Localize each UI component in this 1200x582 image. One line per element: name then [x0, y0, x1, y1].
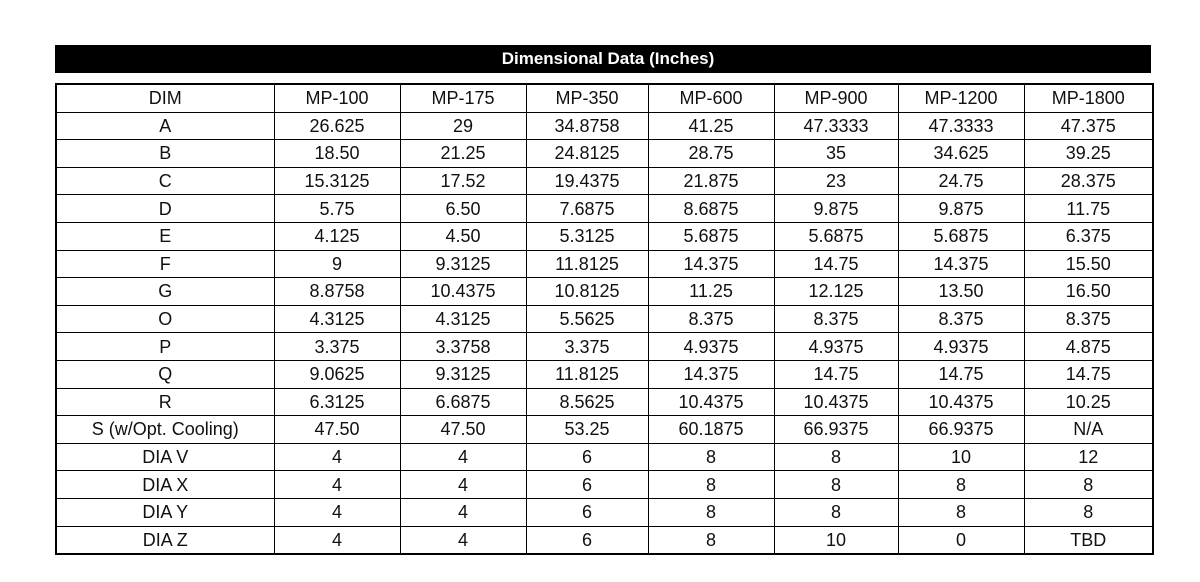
value-cell-mp-1200: 14.375: [898, 250, 1024, 278]
value-cell-mp-100: 5.75: [274, 195, 400, 223]
value-cell-mp-1800: N/A: [1024, 416, 1153, 444]
value-cell-mp-600: 11.25: [648, 278, 774, 306]
value-cell-mp-1200: 8: [898, 471, 1024, 499]
value-cell-mp-900: 10: [774, 526, 898, 554]
value-cell-mp-600: 14.375: [648, 250, 774, 278]
value-cell-mp-350: 7.6875: [526, 195, 648, 223]
value-cell-mp-175: 6.6875: [400, 388, 526, 416]
dimension-label-cell: O: [56, 305, 274, 333]
column-header-mp-900: MP-900: [774, 84, 898, 112]
value-cell-mp-1800: 28.375: [1024, 167, 1153, 195]
table-row: [56, 388, 1153, 416]
value-cell-mp-1800: 16.50: [1024, 278, 1153, 306]
value-cell-mp-600: 10.4375: [648, 388, 774, 416]
value-cell-mp-175: 47.50: [400, 416, 526, 444]
value-cell-mp-900: 10.4375: [774, 388, 898, 416]
value-cell-mp-175: 9.3125: [400, 250, 526, 278]
value-cell-mp-100: 4: [274, 471, 400, 499]
value-cell-mp-350: 6: [526, 498, 648, 526]
dimension-label-cell: Q: [56, 360, 274, 388]
value-cell-mp-900: 23: [774, 167, 898, 195]
table-row: [56, 443, 1153, 471]
value-cell-mp-600: 8.6875: [648, 195, 774, 223]
table-row: [56, 167, 1153, 195]
column-header-mp-600: MP-600: [648, 84, 774, 112]
value-cell-mp-1800: 47.375: [1024, 112, 1153, 140]
value-cell-mp-100: 18.50: [274, 140, 400, 168]
value-cell-mp-350: 6: [526, 471, 648, 499]
table-row: [56, 305, 1153, 333]
value-cell-mp-100: 15.3125: [274, 167, 400, 195]
value-cell-mp-1800: 8: [1024, 498, 1153, 526]
column-header-mp-100: MP-100: [274, 84, 400, 112]
dimensional-data-table: [55, 83, 1154, 555]
value-cell-mp-600: 8: [648, 443, 774, 471]
value-cell-mp-100: 6.3125: [274, 388, 400, 416]
value-cell-mp-900: 4.9375: [774, 333, 898, 361]
value-cell-mp-600: 28.75: [648, 140, 774, 168]
value-cell-mp-900: 8: [774, 471, 898, 499]
table-row: [56, 360, 1153, 388]
value-cell-mp-100: 9: [274, 250, 400, 278]
value-cell-mp-350: 11.8125: [526, 360, 648, 388]
dimension-label-cell: E: [56, 222, 274, 250]
value-cell-mp-100: 9.0625: [274, 360, 400, 388]
value-cell-mp-900: 14.75: [774, 360, 898, 388]
dimension-label-cell: S (w/Opt. Cooling): [56, 416, 274, 444]
value-cell-mp-600: 41.25: [648, 112, 774, 140]
table-row: [56, 278, 1153, 306]
table-row: [56, 526, 1153, 554]
value-cell-mp-1200: 8: [898, 498, 1024, 526]
value-cell-mp-1200: 8.375: [898, 305, 1024, 333]
value-cell-mp-1200: 0: [898, 526, 1024, 554]
value-cell-mp-100: 26.625: [274, 112, 400, 140]
dimension-label-cell: P: [56, 333, 274, 361]
value-cell-mp-175: 4: [400, 471, 526, 499]
value-cell-mp-175: 4: [400, 498, 526, 526]
column-header-mp-350: MP-350: [526, 84, 648, 112]
value-cell-mp-175: 10.4375: [400, 278, 526, 306]
value-cell-mp-1800: 15.50: [1024, 250, 1153, 278]
value-cell-mp-175: 17.52: [400, 167, 526, 195]
value-cell-mp-1200: 13.50: [898, 278, 1024, 306]
table-header-row: [56, 84, 1153, 112]
table-title: Dimensional Data (Inches): [55, 45, 1151, 73]
column-header-mp-1800: MP-1800: [1024, 84, 1153, 112]
value-cell-mp-600: 8: [648, 498, 774, 526]
dimensional-data-sheet: [55, 45, 1151, 555]
value-cell-mp-1200: 5.6875: [898, 222, 1024, 250]
value-cell-mp-175: 4.50: [400, 222, 526, 250]
value-cell-mp-1200: 10: [898, 443, 1024, 471]
value-cell-mp-350: 6: [526, 526, 648, 554]
dimension-label-cell: DIA Y: [56, 498, 274, 526]
value-cell-mp-900: 14.75: [774, 250, 898, 278]
value-cell-mp-1200: 4.9375: [898, 333, 1024, 361]
table-row: [56, 498, 1153, 526]
value-cell-mp-175: 29: [400, 112, 526, 140]
value-cell-mp-1800: 12: [1024, 443, 1153, 471]
value-cell-mp-175: 4.3125: [400, 305, 526, 333]
dimension-label-cell: G: [56, 278, 274, 306]
value-cell-mp-600: 8: [648, 471, 774, 499]
value-cell-mp-175: 3.3758: [400, 333, 526, 361]
value-cell-mp-350: 5.3125: [526, 222, 648, 250]
value-cell-mp-1800: TBD: [1024, 526, 1153, 554]
value-cell-mp-1200: 66.9375: [898, 416, 1024, 444]
value-cell-mp-600: 4.9375: [648, 333, 774, 361]
dimension-label-cell: DIA X: [56, 471, 274, 499]
value-cell-mp-350: 6: [526, 443, 648, 471]
value-cell-mp-900: 5.6875: [774, 222, 898, 250]
value-cell-mp-350: 24.8125: [526, 140, 648, 168]
value-cell-mp-350: 34.8758: [526, 112, 648, 140]
value-cell-mp-175: 4: [400, 443, 526, 471]
dimension-label-cell: R: [56, 388, 274, 416]
value-cell-mp-1800: 10.25: [1024, 388, 1153, 416]
value-cell-mp-350: 11.8125: [526, 250, 648, 278]
value-cell-mp-1200: 14.75: [898, 360, 1024, 388]
value-cell-mp-350: 53.25: [526, 416, 648, 444]
value-cell-mp-350: 3.375: [526, 333, 648, 361]
dimension-label-cell: A: [56, 112, 274, 140]
value-cell-mp-600: 60.1875: [648, 416, 774, 444]
value-cell-mp-350: 19.4375: [526, 167, 648, 195]
value-cell-mp-600: 5.6875: [648, 222, 774, 250]
value-cell-mp-1800: 8.375: [1024, 305, 1153, 333]
dimension-label-cell: B: [56, 140, 274, 168]
value-cell-mp-900: 8.375: [774, 305, 898, 333]
table-row: [56, 222, 1153, 250]
dimension-label-cell: F: [56, 250, 274, 278]
value-cell-mp-100: 47.50: [274, 416, 400, 444]
value-cell-mp-175: 6.50: [400, 195, 526, 223]
value-cell-mp-900: 8: [774, 498, 898, 526]
value-cell-mp-900: 66.9375: [774, 416, 898, 444]
dimension-label-cell: C: [56, 167, 274, 195]
value-cell-mp-1200: 10.4375: [898, 388, 1024, 416]
value-cell-mp-900: 47.3333: [774, 112, 898, 140]
table-row: [56, 250, 1153, 278]
value-cell-mp-600: 8: [648, 526, 774, 554]
value-cell-mp-100: 4.125: [274, 222, 400, 250]
value-cell-mp-900: 9.875: [774, 195, 898, 223]
value-cell-mp-175: 21.25: [400, 140, 526, 168]
value-cell-mp-350: 10.8125: [526, 278, 648, 306]
dimension-label-cell: DIA V: [56, 443, 274, 471]
value-cell-mp-350: 5.5625: [526, 305, 648, 333]
value-cell-mp-600: 21.875: [648, 167, 774, 195]
table-row: [56, 333, 1153, 361]
value-cell-mp-1800: 11.75: [1024, 195, 1153, 223]
value-cell-mp-900: 35: [774, 140, 898, 168]
column-header-dim: DIM: [56, 84, 274, 112]
value-cell-mp-900: 8: [774, 443, 898, 471]
value-cell-mp-1200: 24.75: [898, 167, 1024, 195]
value-cell-mp-100: 4: [274, 526, 400, 554]
value-cell-mp-175: 4: [400, 526, 526, 554]
value-cell-mp-1200: 9.875: [898, 195, 1024, 223]
table-row: [56, 416, 1153, 444]
value-cell-mp-175: 9.3125: [400, 360, 526, 388]
dimension-label-cell: D: [56, 195, 274, 223]
value-cell-mp-100: 4: [274, 443, 400, 471]
table-body: [56, 84, 1153, 554]
table-row: [56, 471, 1153, 499]
value-cell-mp-1800: 8: [1024, 471, 1153, 499]
table-row: [56, 195, 1153, 223]
value-cell-mp-600: 14.375: [648, 360, 774, 388]
value-cell-mp-900: 12.125: [774, 278, 898, 306]
value-cell-mp-1200: 47.3333: [898, 112, 1024, 140]
value-cell-mp-100: 3.375: [274, 333, 400, 361]
value-cell-mp-600: 8.375: [648, 305, 774, 333]
column-header-mp-175: MP-175: [400, 84, 526, 112]
value-cell-mp-1800: 4.875: [1024, 333, 1153, 361]
value-cell-mp-1800: 14.75: [1024, 360, 1153, 388]
value-cell-mp-1200: 34.625: [898, 140, 1024, 168]
value-cell-mp-1800: 6.375: [1024, 222, 1153, 250]
value-cell-mp-100: 4: [274, 498, 400, 526]
table-row: [56, 112, 1153, 140]
value-cell-mp-350: 8.5625: [526, 388, 648, 416]
value-cell-mp-1800: 39.25: [1024, 140, 1153, 168]
table-row: [56, 140, 1153, 168]
column-header-mp-1200: MP-1200: [898, 84, 1024, 112]
dimension-label-cell: DIA Z: [56, 526, 274, 554]
value-cell-mp-100: 8.8758: [274, 278, 400, 306]
value-cell-mp-100: 4.3125: [274, 305, 400, 333]
